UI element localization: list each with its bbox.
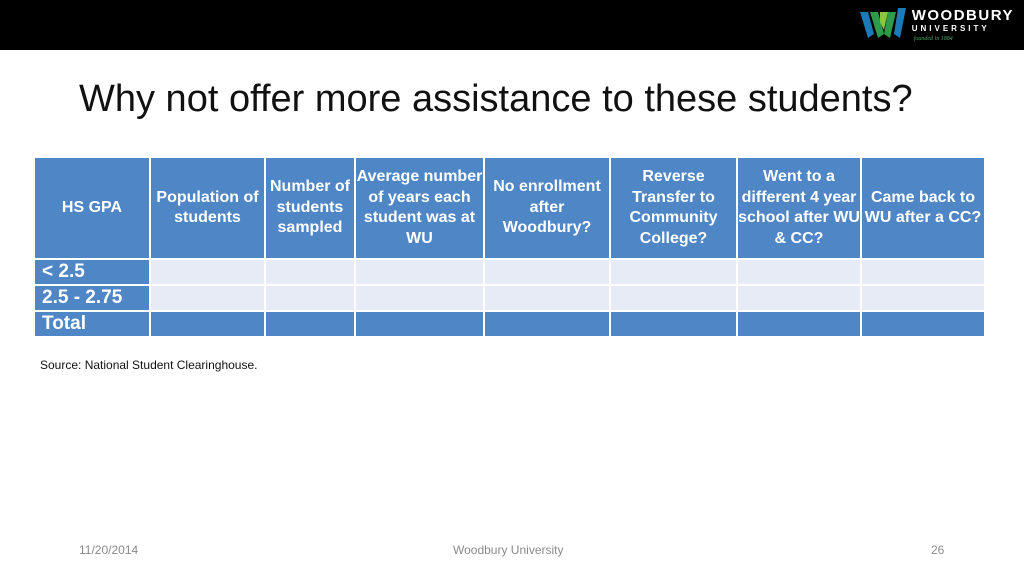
table-row (34, 285, 985, 311)
table-cell (150, 311, 265, 337)
header-average-years: Average number of years each student was at WU (355, 157, 484, 259)
footer-page-number: 26 (931, 543, 945, 557)
table-cell (265, 259, 355, 285)
woodbury-w-logo-icon (860, 8, 906, 42)
row-label-2-5-to-2-75: 2.5 - 2.75 (34, 285, 150, 311)
header-population: Population of students (150, 157, 265, 259)
header-reverse-transfer: Reverse Transfer to Community College? (610, 157, 737, 259)
table-row-total (34, 311, 985, 337)
table-cell (737, 285, 861, 311)
header-no-enrollment: No enrollment after Woodbury? (484, 157, 610, 259)
slide-title: Why not offer more assistance to these students? (79, 78, 913, 120)
logo-founded: founded in 1884 (913, 36, 953, 42)
table-cell (150, 285, 265, 311)
woodbury-logo (860, 3, 1014, 47)
table-cell (265, 311, 355, 337)
header-came-back: Came back to WU after a CC? (861, 157, 985, 259)
table-cell (737, 311, 861, 337)
table-cell (265, 285, 355, 311)
footer-date: 11/20/2014 (79, 543, 139, 557)
header-hs-gpa: HS GPA (34, 157, 150, 259)
table-header-row (34, 157, 985, 259)
top-bar (0, 0, 1024, 50)
source-note: Source: National Student Clearinghouse. (40, 358, 258, 372)
table-cell (484, 285, 610, 311)
table-cell (355, 259, 484, 285)
table-cell (484, 311, 610, 337)
logo-name: WOODBURY (911, 7, 1014, 24)
table-cell (737, 259, 861, 285)
table-cell (355, 311, 484, 337)
table-cell (355, 285, 484, 311)
row-label-total: Total (34, 311, 150, 337)
table-cell (610, 285, 737, 311)
table-cell (150, 259, 265, 285)
table-row (34, 259, 985, 285)
table-cell (861, 285, 985, 311)
table-cell (861, 259, 985, 285)
table-cell (610, 311, 737, 337)
data-table (33, 156, 986, 338)
header-students-sampled: Number of students sampled (265, 157, 355, 259)
header-different-school: Went to a different 4 year school after WU & CC? (737, 157, 861, 259)
logo-subtitle: UNIVERSITY (911, 24, 990, 33)
table-cell (861, 311, 985, 337)
table-cell (610, 259, 737, 285)
table-cell (484, 259, 610, 285)
footer-organization: Woodbury University (453, 543, 564, 557)
row-label-below-2-5: < 2.5 (34, 259, 150, 285)
